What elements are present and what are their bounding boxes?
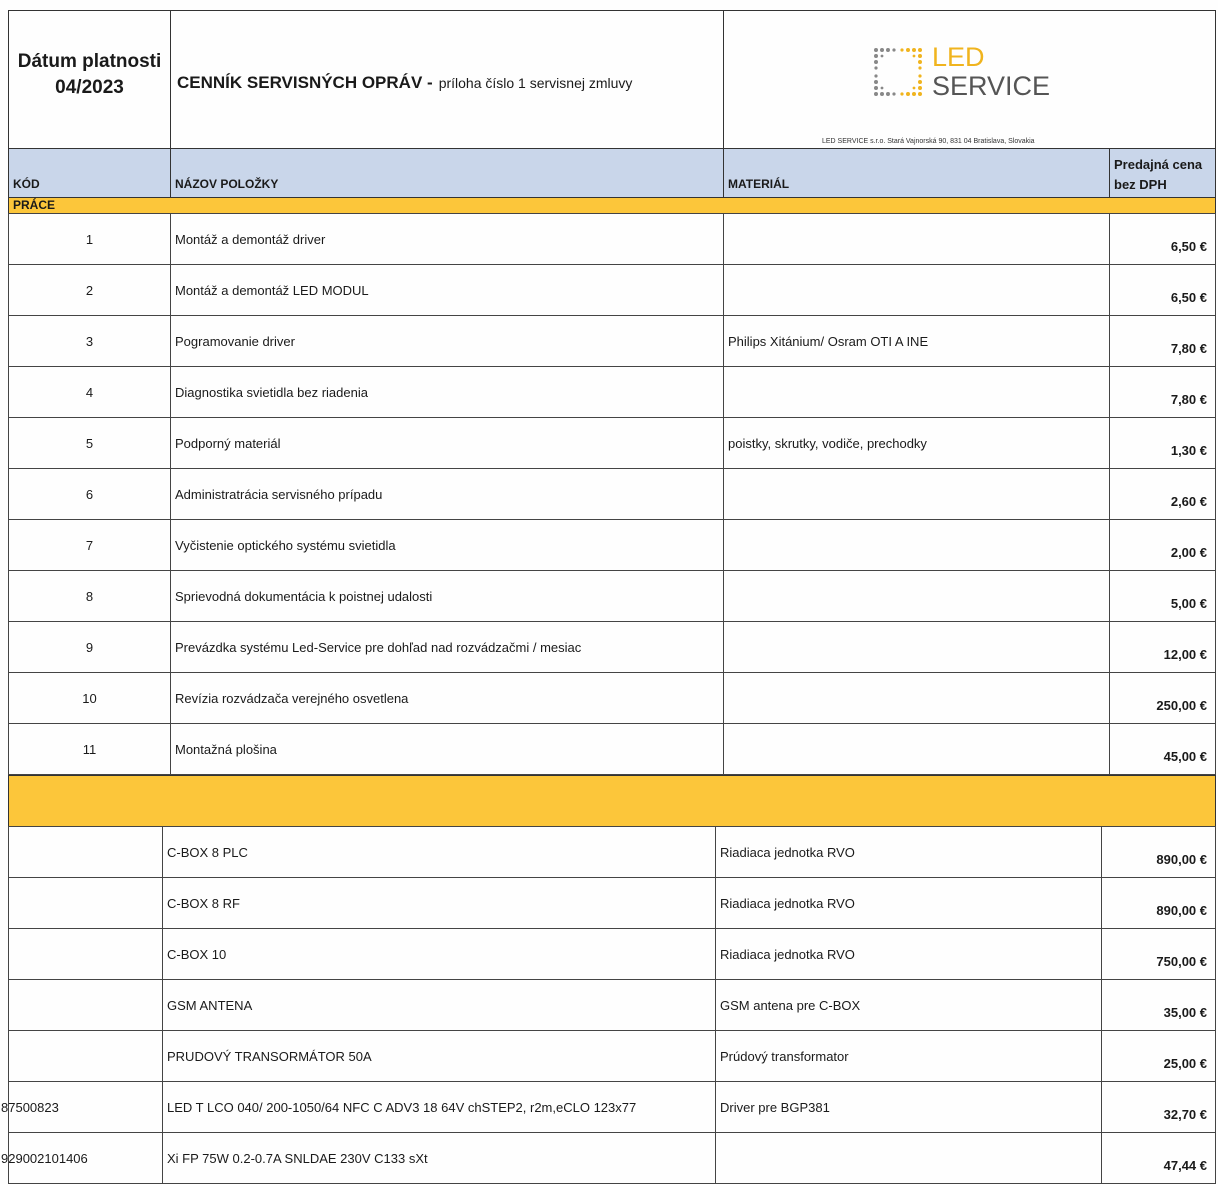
cell-name: Montažná plošina bbox=[171, 724, 724, 774]
cell-price: 7,80 € bbox=[1170, 340, 1207, 356]
table-row bbox=[8, 366, 1216, 417]
logo-text-led: LED bbox=[932, 42, 985, 72]
table-row bbox=[8, 621, 1216, 672]
company-address: LED SERVICE s.r.o. Stará Vajnorská 90, 831 04 Bratislava, Slovakia bbox=[822, 138, 1035, 145]
cell-material: Riadiaca jednotka RVO bbox=[716, 827, 1102, 877]
cell-code bbox=[1, 878, 163, 928]
table-row bbox=[8, 264, 1216, 315]
cell-price: 890,00 € bbox=[1156, 902, 1207, 918]
cell-code bbox=[1, 980, 163, 1030]
table-row bbox=[8, 315, 1216, 366]
cell-material: Riadiaca jednotka RVO bbox=[716, 929, 1102, 979]
cell-name: Diagnostika svietidla bez riadenia bbox=[171, 367, 724, 417]
document-header bbox=[8, 10, 1216, 148]
cell-name: Revízia rozvádzača verejného osvetlena bbox=[171, 673, 724, 723]
cell-price: 25,00 € bbox=[1163, 1055, 1207, 1071]
cell-price: 47,44 € bbox=[1163, 1157, 1207, 1173]
cell-code: 929002101406 bbox=[1, 1133, 163, 1183]
cell-material bbox=[724, 724, 1110, 774]
company-box bbox=[724, 11, 1215, 148]
table-row bbox=[8, 468, 1216, 519]
cell-price: 6,50 € bbox=[1170, 289, 1207, 305]
cell-name: Podporný materiál bbox=[171, 418, 724, 468]
cell-price: 250,00 € bbox=[1156, 697, 1207, 713]
cell-code bbox=[1, 1031, 163, 1081]
col-header-name: NÁZOV POLOŽKY bbox=[171, 149, 724, 197]
cell-price: 1,30 € bbox=[1170, 442, 1207, 458]
cell-material bbox=[716, 1133, 1102, 1183]
cell-price: 32,70 € bbox=[1163, 1106, 1207, 1122]
cell-name: Pogramovanie driver bbox=[171, 316, 724, 366]
cell-name: LED T LCO 040/ 200-1050/64 NFC C ADV3 18 64V chSTEP2, r2m,eCLO 123x77 bbox=[163, 1082, 716, 1132]
table-row bbox=[8, 877, 1216, 928]
cell-code bbox=[1, 827, 163, 877]
cell-code: 11 bbox=[9, 724, 171, 774]
document-subtitle: príloha číslo 1 servisnej zmluvy bbox=[438, 75, 633, 91]
cell-price: 2,60 € bbox=[1170, 493, 1207, 509]
cell-material bbox=[724, 571, 1110, 621]
work-rows bbox=[8, 213, 1216, 775]
validity-box bbox=[9, 11, 171, 148]
cell-material bbox=[724, 367, 1110, 417]
cell-material: Philips Xitánium/ Osram OTI A INE bbox=[724, 316, 1110, 366]
cell-price: 6,50 € bbox=[1170, 238, 1207, 254]
col-header-code: KÓD bbox=[9, 149, 171, 197]
validity-label: Dátum platnosti bbox=[17, 50, 162, 72]
table-row bbox=[1, 1081, 1216, 1132]
price-list-sheet bbox=[1, 10, 1216, 1184]
section-separator-band bbox=[8, 775, 1216, 826]
cell-name: Montáž a demontáž LED MODUL bbox=[171, 265, 724, 315]
table-row bbox=[8, 570, 1216, 621]
cell-name: C-BOX 8 RF bbox=[163, 878, 716, 928]
cell-name: Administratrácia servisného prípadu bbox=[171, 469, 724, 519]
table-row bbox=[8, 928, 1216, 979]
cell-price: 890,00 € bbox=[1156, 851, 1207, 867]
cell-code: 4 bbox=[9, 367, 171, 417]
cell-material bbox=[724, 469, 1110, 519]
cell-price: 5,00 € bbox=[1170, 595, 1207, 611]
table-row bbox=[8, 417, 1216, 468]
validity-date: 04/2023 bbox=[55, 76, 124, 98]
cell-code: 6 bbox=[9, 469, 171, 519]
cell-code: 3 bbox=[9, 316, 171, 366]
document-title: CENNÍK SERVISNÝCH OPRÁV - bbox=[177, 73, 433, 92]
table-row bbox=[1, 1132, 1216, 1184]
cell-name: Montáž a demontáž driver bbox=[171, 214, 724, 264]
cell-price: 2,00 € bbox=[1170, 544, 1207, 560]
cell-material bbox=[724, 214, 1110, 264]
section-work-label: PRÁCE bbox=[8, 197, 1216, 213]
company-logo bbox=[872, 43, 1050, 101]
table-row bbox=[8, 1030, 1216, 1081]
cell-name: GSM ANTENA bbox=[163, 980, 716, 1030]
cell-name: Xi FP 75W 0.2-0.7A SNLDAE 230V C133 sXt bbox=[163, 1133, 716, 1183]
cell-name: C-BOX 10 bbox=[163, 929, 716, 979]
cell-material: Riadiaca jednotka RVO bbox=[716, 878, 1102, 928]
cell-price: 7,80 € bbox=[1170, 391, 1207, 407]
cell-name: Prevázdka systému Led-Service pre dohľad nad rozvádzačmi / mesiac bbox=[171, 622, 724, 672]
cell-code: 9 bbox=[9, 622, 171, 672]
cell-material bbox=[724, 265, 1110, 315]
table-row bbox=[8, 519, 1216, 570]
cell-price: 45,00 € bbox=[1163, 748, 1207, 764]
table-row bbox=[8, 826, 1216, 877]
cell-name: Sprievodná dokumentácia k poistnej udalosti bbox=[171, 571, 724, 621]
cell-code: 87500823 bbox=[1, 1082, 163, 1132]
col-header-price: Predajná cena bez DPH bbox=[1114, 157, 1203, 192]
table-row bbox=[8, 213, 1216, 264]
cell-code: 7 bbox=[9, 520, 171, 570]
cell-material: poistky, skrutky, vodiče, prechodky bbox=[724, 418, 1110, 468]
cell-name: C-BOX 8 PLC bbox=[163, 827, 716, 877]
column-headers bbox=[8, 148, 1216, 197]
cell-code: 5 bbox=[9, 418, 171, 468]
cell-price: 750,00 € bbox=[1156, 953, 1207, 969]
cell-material bbox=[724, 673, 1110, 723]
cell-material: Driver pre BGP381 bbox=[716, 1082, 1102, 1132]
material-rows bbox=[1, 826, 1216, 1184]
cell-code: 10 bbox=[9, 673, 171, 723]
cell-material bbox=[724, 520, 1110, 570]
cell-material: GSM antena pre C-BOX bbox=[716, 980, 1102, 1030]
led-dots-logo-icon bbox=[872, 46, 924, 98]
cell-code: 8 bbox=[9, 571, 171, 621]
cell-name: Vyčistenie optického systému svietidla bbox=[171, 520, 724, 570]
cell-name: PRUDOVÝ TRANSORMÁTOR 50A bbox=[163, 1031, 716, 1081]
cell-code: 2 bbox=[9, 265, 171, 315]
cell-price: 35,00 € bbox=[1163, 1004, 1207, 1020]
table-row bbox=[8, 723, 1216, 775]
cell-material bbox=[724, 622, 1110, 672]
cell-code bbox=[1, 929, 163, 979]
table-row bbox=[8, 672, 1216, 723]
logo-text-service: SERVICE bbox=[932, 71, 1051, 101]
title-box bbox=[171, 11, 724, 148]
col-header-material: MATERIÁL bbox=[724, 149, 1110, 197]
cell-material: Prúdový transformator bbox=[716, 1031, 1102, 1081]
cell-price: 12,00 € bbox=[1163, 646, 1207, 662]
cell-code: 1 bbox=[9, 214, 171, 264]
table-row bbox=[8, 979, 1216, 1030]
